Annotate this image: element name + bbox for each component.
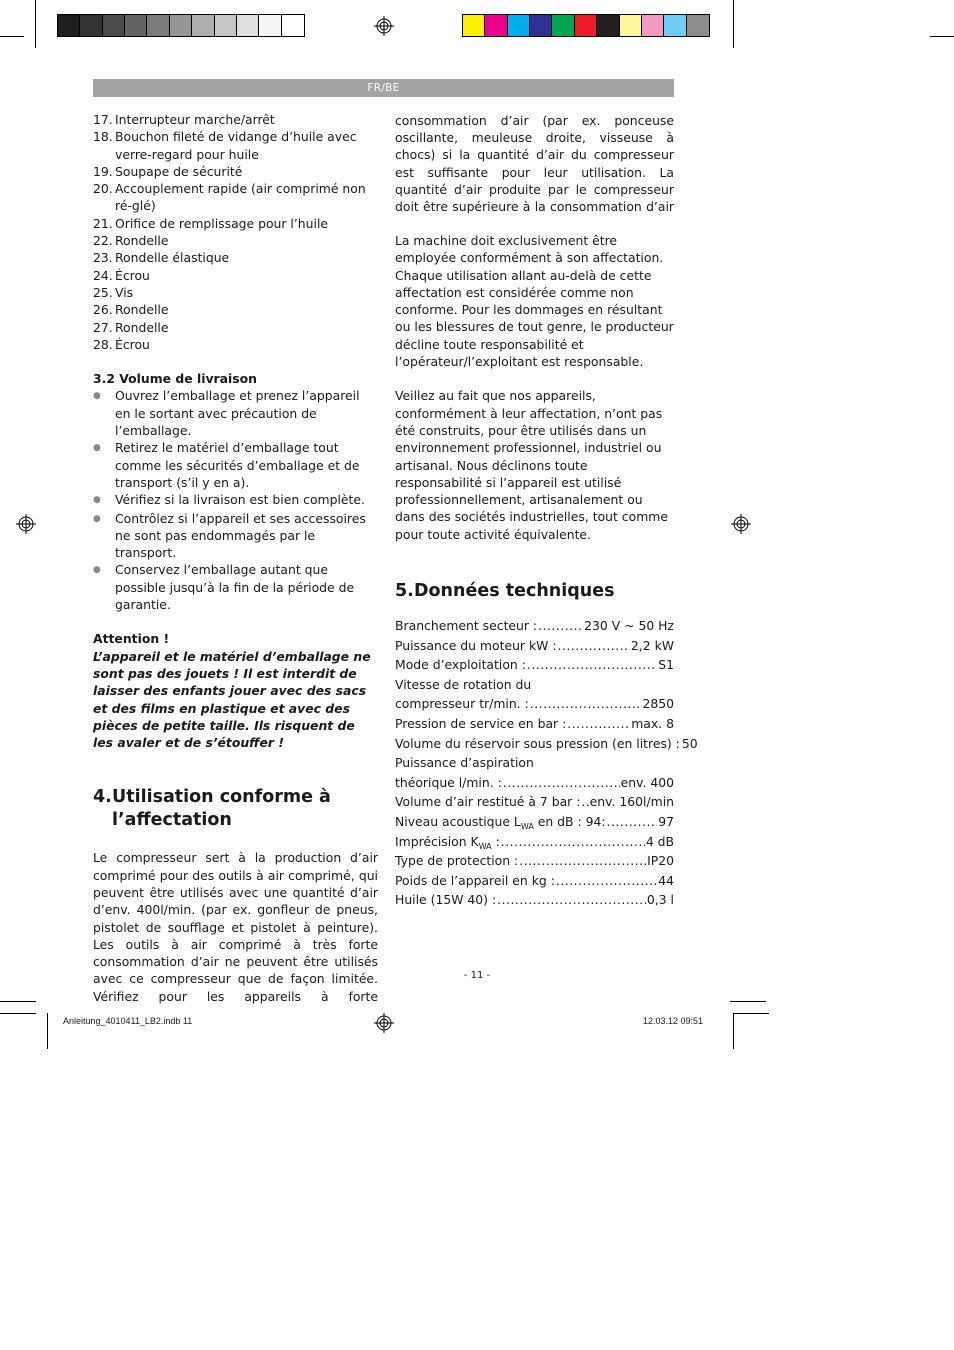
section-4-paragraph-1: Le compresseur sert à la production d’air comprimé pour des outils à air comprimé, qui peuvent être utilisés avec une quantité d’air d’env. 400l/min. (par ex. gonfleur de pneus, pistolet de soufflage et pistolet à peinture). Les outils à air comprimé à très forte consommation d’air ne peuvent être utilisés avec ce compresseur que de façon limitée. Vérifiez pour les appareils à forte <box>93 850 378 1004</box>
crop-mark <box>0 1001 36 1002</box>
item-number: 24. <box>93 267 113 283</box>
leader-dots <box>530 695 642 712</box>
spec-row <box>395 793 674 813</box>
page-number: - 11 - <box>463 970 491 981</box>
spec-row <box>395 813 674 833</box>
bullet-item <box>93 510 378 562</box>
section-title-line1: Utilisation conforme à <box>112 787 331 808</box>
item-number: 23. <box>93 250 113 266</box>
item-number: 19. <box>93 163 113 179</box>
parts-list-item <box>93 232 378 249</box>
leader-dots <box>527 656 657 673</box>
parts-list-item <box>93 249 378 266</box>
spec-row <box>395 715 674 735</box>
color-swatch <box>664 15 686 36</box>
parts-list-item <box>93 215 378 232</box>
spec-label <box>395 872 555 889</box>
crop-mark <box>0 36 24 37</box>
spec-label-text: théorique l/min. : <box>395 774 502 790</box>
spec-row <box>395 617 674 637</box>
leader-dots <box>538 617 583 634</box>
bullet-text: Contrôlez si l’appareil et ses accessoires ne sont pas endommagés par le transport. <box>115 510 366 561</box>
spec-label-text: Niveau acoustique L <box>395 813 521 829</box>
color-swatch <box>125 15 147 36</box>
registration-target-icon <box>731 514 751 534</box>
parts-list-item <box>93 267 378 284</box>
bullet-icon: ● <box>93 565 101 576</box>
warning-block <box>93 630 378 751</box>
leader-dots <box>519 852 646 869</box>
section-title-line2: l’affectation <box>112 810 232 831</box>
registration-target-icon <box>16 514 36 534</box>
item-number: 21. <box>93 215 113 231</box>
spec-subscript: WA <box>520 821 534 831</box>
spec-row <box>395 695 674 715</box>
crop-mark <box>35 0 36 48</box>
spec-value: 230 V ~ 50 Hz <box>584 618 674 634</box>
spec-value: IP20 <box>647 853 674 869</box>
parts-list-item <box>93 163 378 180</box>
color-swatch <box>485 15 507 36</box>
spec-value: env. 160l/min <box>589 794 674 810</box>
delivery-heading: 3.2 Volume de livraison <box>93 371 257 387</box>
color-swatch <box>192 15 214 36</box>
bullet-icon: ● <box>93 513 101 524</box>
item-text: Orifice de remplissage pour l’huile <box>115 215 329 231</box>
parts-list <box>93 111 378 353</box>
bullet-item <box>93 491 378 509</box>
spec-label-text: compresseur tr/min. : <box>395 696 529 712</box>
spec-label-text: Poids de l’appareil en kg : <box>395 872 555 888</box>
paragraph-overflow-text: consommation d’air (par ex. ponceuse oscillante, meuleuse droite, visseuse à chocs) si la quantité d’air du compresseur est suffisante pour leur utilisation. La quantité d’air produite par le compresseur doit être supérieure à la consommation d’air <box>395 112 674 215</box>
item-text: Rondelle <box>115 233 169 249</box>
color-swatch <box>282 15 304 36</box>
spec-label-text: Vitesse de rotation du <box>395 676 532 692</box>
bullet-text: Retirez le matériel d’emballage tout comme les sécurités d’emballage et de transport (s’il y en a). <box>115 440 360 490</box>
color-swatch <box>530 15 552 36</box>
spec-label <box>395 891 496 908</box>
spec-row <box>395 891 674 911</box>
spec-row <box>395 656 674 676</box>
technical-data-list <box>395 617 698 911</box>
warning-text: L’appareil et le matériel d’emballage ne sont pas des jouets ! Il est interdit de laisser des enfants jouer avec des sacs et des films en plastique et avec des pièces de petite taille. Ils risquent de les avaler et de s’étouffer ! <box>93 648 371 751</box>
spec-label <box>395 774 502 791</box>
bullet-item <box>93 387 378 439</box>
spec-label-rest: : <box>491 833 500 849</box>
color-swatch <box>58 15 80 36</box>
spec-label-text: Huile (15W 40) : <box>395 892 497 908</box>
section-number: 5. <box>395 581 414 602</box>
color-swatch <box>552 15 574 36</box>
item-text: Interrupteur marche/arrêt <box>115 112 275 127</box>
date-slug: 12.03.12 09:51 <box>643 1016 704 1026</box>
registration-target-icon <box>374 16 394 36</box>
section-4-paragraph-3: Veillez au fait que nos appareils, conformément à leur affectation, n’ont pas été construits, pour être utilisés dans un environnement professionnel, industriel ou artisanal. Nous déclinons toute responsabilité si l’appareil est utilisé professionnellement, artisanalement ou dans des sociétés industrielles, tout comme pour toute activité équivalente. <box>395 388 668 542</box>
spec-label-text: Mode d’exploitation : <box>395 657 526 673</box>
spec-row <box>395 637 674 657</box>
spec-subscript: WA <box>478 841 492 851</box>
spec-label-text: Type de protection : <box>395 853 519 869</box>
spec-label-text: Imprécision K <box>395 833 479 849</box>
color-swatch <box>687 15 709 36</box>
crop-mark <box>730 1001 766 1002</box>
leader-dots <box>607 813 658 830</box>
spec-value: 0,3 l <box>646 892 674 908</box>
language-header-band <box>93 79 674 97</box>
bullet-icon: ● <box>93 443 101 454</box>
bullet-text: Vérifiez si la livraison est bien complète. <box>115 492 365 508</box>
color-swatch <box>642 15 664 36</box>
crop-mark <box>0 1013 36 1014</box>
item-number: 26. <box>93 302 113 318</box>
bullet-icon: ● <box>93 391 101 402</box>
color-swatch <box>215 15 237 36</box>
language-code: FR/BE <box>367 82 400 94</box>
parts-list-item <box>93 301 378 318</box>
color-swatch <box>147 15 169 36</box>
color-swatch <box>103 15 125 36</box>
spec-label <box>395 852 518 869</box>
bullet-icon: ● <box>93 495 101 506</box>
right-column <box>395 111 698 911</box>
item-number: 18. <box>93 129 113 145</box>
spec-label <box>395 617 537 634</box>
item-text: Vis <box>115 284 134 300</box>
spec-label <box>395 793 580 810</box>
spec-row <box>395 735 698 755</box>
registration-target-icon <box>374 1013 394 1033</box>
bullet-text: Ouvrez l’emballage et prenez l’appareil en le sortant avec précaution de l’emballage. <box>115 388 360 439</box>
crop-mark <box>47 1013 48 1049</box>
spec-row <box>395 774 674 794</box>
spec-row <box>395 833 674 853</box>
color-swatch <box>80 15 102 36</box>
section-4-heading <box>93 786 378 832</box>
item-text: Écrou <box>115 336 150 352</box>
spec-value: env. 400 <box>620 774 674 790</box>
spec-value: 44 <box>658 872 674 888</box>
section-number: 4. <box>93 787 112 808</box>
crop-mark <box>733 1013 769 1014</box>
item-text: Accouplement rapide (air comprimé non ré-glé) <box>115 181 366 214</box>
item-number: 27. <box>93 319 113 335</box>
spec-value: 4 dB <box>645 833 674 849</box>
warning-title: Attention ! <box>93 631 170 647</box>
spec-label <box>395 735 680 752</box>
item-text: Rondelle élastique <box>115 250 230 266</box>
item-text: Rondelle <box>115 302 169 318</box>
color-swatch <box>508 15 530 36</box>
left-column <box>93 111 378 1004</box>
grayscale-color-bar <box>57 14 305 37</box>
color-swatch <box>463 15 485 36</box>
spec-value: 97 <box>658 813 674 829</box>
leader-dots <box>556 872 657 889</box>
bullet-text: Conservez l’emballage autant que possible jusqu’à la fin de la période de garantie. <box>115 562 355 613</box>
parts-list-item <box>93 319 378 336</box>
parts-list-item <box>93 336 378 353</box>
color-swatch <box>170 15 192 36</box>
spec-label-text: Pression de service en bar : <box>395 716 567 732</box>
spec-row <box>395 676 674 696</box>
item-text: Soupape de sécurité <box>115 163 243 179</box>
parts-list-item <box>93 111 378 128</box>
spec-label-text: Puissance du moteur kW : <box>395 637 557 653</box>
item-number: 28. <box>93 336 113 352</box>
spec-label <box>395 656 526 673</box>
spec-label-text: Volume du réservoir sous pression (en litres) : <box>395 735 680 751</box>
leader-dots <box>501 833 645 850</box>
crop-mark <box>733 0 734 48</box>
spec-row <box>395 872 674 892</box>
color-swatch <box>620 15 642 36</box>
spec-label <box>395 715 566 732</box>
bullet-item <box>93 561 378 613</box>
spec-label-text: Puissance d’aspiration <box>395 755 534 771</box>
spec-value: 50 <box>681 735 698 751</box>
color-swatch <box>575 15 597 36</box>
parts-list-item <box>93 284 378 301</box>
item-number: 20. <box>93 181 113 197</box>
spec-label-text: Volume d’air restitué à 7 bar : <box>395 794 581 810</box>
section-5-heading <box>395 580 674 603</box>
spec-value: 2,2 kW <box>630 637 674 653</box>
spec-row <box>395 754 674 774</box>
item-text: Rondelle <box>115 319 169 335</box>
item-text: Bouchon fileté de vidange d’huile avec verre-regard pour huile <box>115 129 357 162</box>
spec-value: 2850 <box>642 696 674 712</box>
item-number: 22. <box>93 233 113 249</box>
item-number: 25. <box>93 284 113 300</box>
leader-dots <box>581 793 588 810</box>
color-swatch <box>237 15 259 36</box>
leader-dots <box>558 637 630 654</box>
leader-dots <box>567 715 630 732</box>
file-slug: Anleitung_4010411_LB2.indb 11 <box>63 1016 193 1026</box>
leader-dots <box>503 774 620 791</box>
bullet-item <box>93 439 378 491</box>
spec-value: max. 8 <box>631 716 674 732</box>
spec-label <box>395 695 529 712</box>
parts-list-item <box>93 180 378 215</box>
item-number: 17. <box>93 112 113 127</box>
crop-mark <box>930 36 954 37</box>
spec-label <box>395 755 534 770</box>
parts-list-item <box>93 128 378 163</box>
spec-label <box>395 637 557 654</box>
section-title: Données techniques <box>414 581 615 602</box>
spec-label-rest: en dB : 94: <box>533 813 606 829</box>
section-4-paragraph-1-continued <box>395 111 674 215</box>
leader-dots <box>497 891 646 908</box>
process-color-bar <box>462 14 710 37</box>
spec-row <box>395 852 674 872</box>
color-swatch <box>259 15 281 36</box>
spec-label-text: Branchement secteur : <box>395 618 538 634</box>
spec-value: S1 <box>658 657 674 673</box>
crop-mark <box>733 1013 734 1049</box>
delivery-list <box>93 387 378 613</box>
section-4-paragraph-2: La machine doit exclusivement être employée conformément à son affectation. Chaque utilisation allant au-delà de cette affectation est considérée comme non conforme. Pour les dommages en résultant ou les blessures de tout genre, le producteur décline toute responsabilité et l’opérateur/l’exploitant est responsable. <box>395 233 674 370</box>
color-swatch <box>597 15 619 36</box>
item-text: Écrou <box>115 267 150 283</box>
spec-label <box>395 677 531 692</box>
